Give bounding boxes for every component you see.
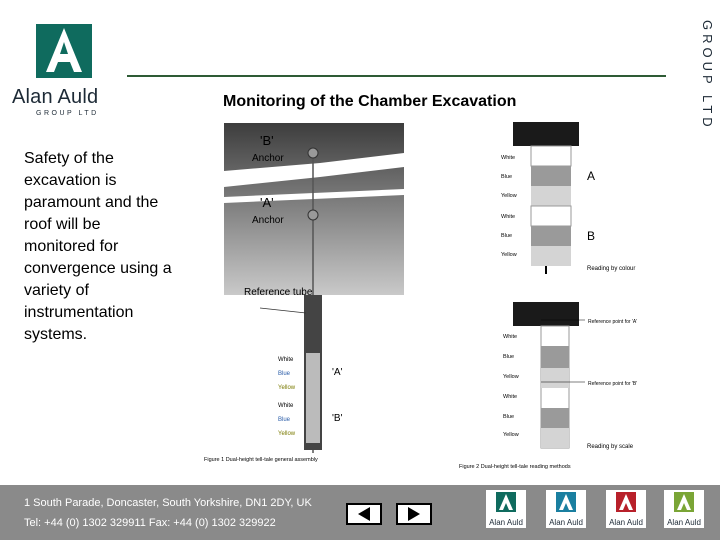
fig2-reading-by-scale: Reading by scale (587, 444, 634, 450)
fig2-reading-by-colour: Reading by colour (587, 266, 636, 272)
footer-logo-label: Alan Auld (667, 518, 701, 527)
fig1-label-b: 'B' (260, 133, 274, 148)
footer-logo-label: Alan Auld (489, 518, 523, 527)
svg-text:GROUP LTD: GROUP LTD (700, 20, 715, 131)
fig1-color-0: White (278, 357, 294, 363)
footer-logo-label: Alan Auld (549, 518, 583, 527)
page-title: Monitoring of the Chamber Excavation (223, 93, 517, 110)
fig1-color-1: Blue (278, 371, 291, 377)
prev-slide-button[interactable] (346, 503, 382, 525)
footer-address: 1 South Parade, Doncaster, South Yorkshire, DN1 2DY, UK (24, 497, 312, 509)
fig2-label-a: A (587, 169, 596, 183)
fig1-color-4: Blue (278, 417, 291, 423)
logo-mark-icon (36, 24, 92, 78)
fig2-top-color-1: Blue (501, 174, 513, 180)
side-band-text (688, 20, 715, 140)
fig2-top-color-4: Blue (501, 233, 513, 239)
figure-2-reading-methods (457, 122, 657, 474)
fig1-reference-tube: Reference tube (244, 287, 313, 298)
fig1-color-2: Yellow (278, 385, 296, 391)
fig2-top-color-5: Yellow (501, 252, 517, 258)
fig1-label-b-anchor: Anchor (252, 153, 284, 164)
fig2-bottom-color-0: White (503, 334, 518, 340)
fig2-top-color-3: White (501, 214, 516, 220)
logo-subtitle: GROUP LTD (36, 110, 99, 117)
fig2-bottom-color-5: Yellow (503, 432, 519, 438)
triangle-left-icon (348, 505, 380, 523)
next-slide-button[interactable] (396, 503, 432, 525)
footer-logo-green (486, 490, 526, 528)
fig2-bottom-color-4: Blue (503, 414, 515, 420)
fig1-caption: Figure 1 Dual-height tell-tale general assembly (204, 457, 318, 463)
triangle-right-icon (398, 505, 430, 523)
fig2-bottom-color-3: White (503, 394, 518, 400)
header-rule (127, 75, 666, 77)
fig2-bottom-color-1: Blue (503, 354, 515, 360)
footer-logo-blue (546, 490, 586, 528)
fig1-color-3: White (278, 403, 294, 409)
fig1-label-a-anchor: Anchor (252, 215, 284, 226)
fig2-ref-point-b: Reference point for 'B' (588, 381, 638, 387)
footer-logo-red (606, 490, 646, 528)
fig2-label-b: B (587, 229, 596, 243)
fig1-colour-labels (278, 357, 296, 437)
fig2-bottom-color-2: Yellow (503, 374, 519, 380)
footer-logo-lightgreen (664, 490, 704, 528)
footer-phone: Tel: +44 (0) 1302 329911 Fax: +44 (0) 1302 329922 (24, 517, 276, 529)
figure-1-telltale-assembly (200, 123, 410, 468)
logo-name: Alan Auld (12, 86, 99, 108)
fig2-top-color-2: Yellow (501, 193, 517, 199)
fig1-color-5: Yellow (278, 431, 296, 437)
fig2-ref-point-a: Reference point for 'A' (588, 319, 638, 325)
body-text: Safety of the excavation is paramount and the roof will be monitored for convergence using a variety of instrumentation systems. (24, 150, 172, 343)
fig1-scale-b: 'B' (332, 413, 343, 424)
company-logo (8, 18, 123, 123)
fig1-scale-a: 'A' (332, 367, 343, 378)
footer-logo-label: Alan Auld (609, 518, 643, 527)
fig2-top-color-0: White (501, 155, 516, 161)
fig1-label-a: 'A' (260, 195, 274, 210)
fig2-caption: Figure 2 Dual-height tell-tale reading methods (459, 464, 571, 470)
